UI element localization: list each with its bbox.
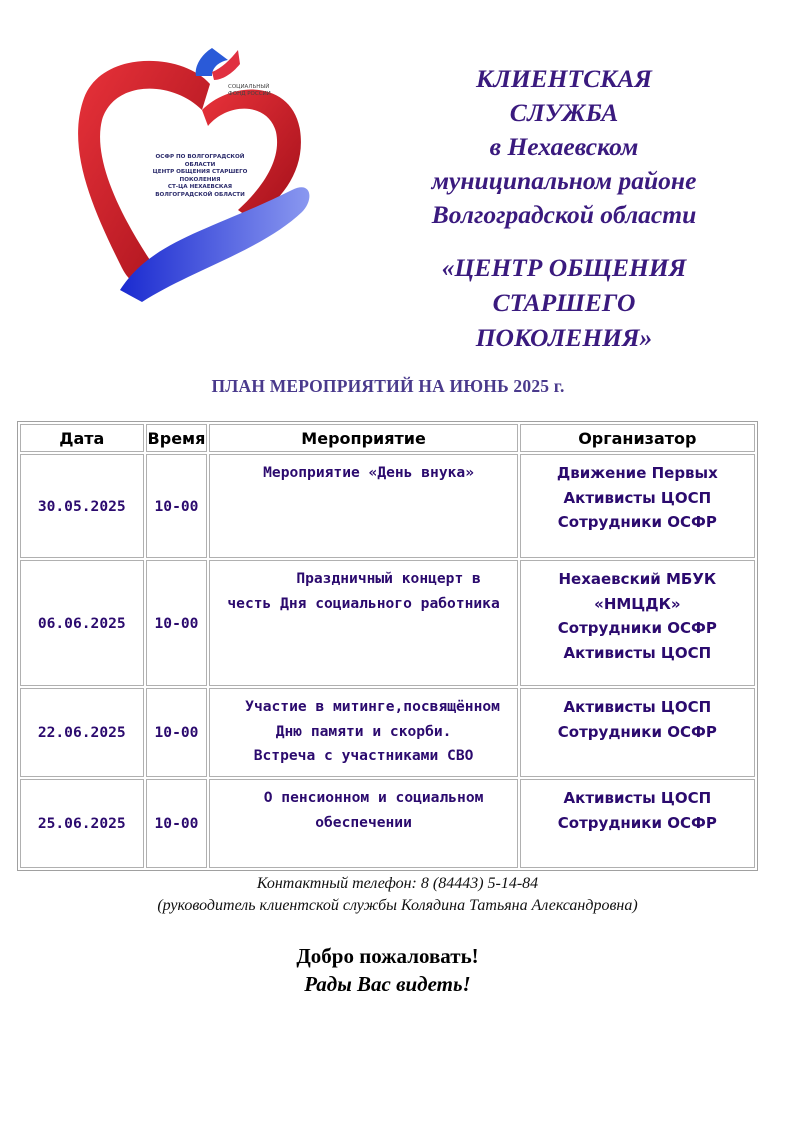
logo (62, 40, 324, 302)
table-row (20, 560, 755, 686)
welcome-line: Добро пожаловать! (296, 944, 479, 968)
row-time: 10-00 (146, 560, 208, 686)
table-header-row (20, 424, 755, 452)
table-row (20, 779, 755, 868)
header-event: Мероприятие (209, 424, 517, 452)
contact-info (60, 873, 735, 917)
row-event: О пенсионном и социальном обеспечении (209, 779, 517, 868)
welcome-line-italic: Рады Вас видеть! (304, 972, 471, 996)
row-time: 10-00 (146, 688, 208, 777)
contact-manager: (руководитель клиентской службы Колядина Татьяна Александровна) (157, 897, 638, 914)
header-date: Дата (20, 424, 144, 452)
contact-phone: Контактный телефон: 8 (84443) 5-14-84 (256, 875, 539, 892)
events-table (17, 421, 758, 871)
row-date: 25.06.2025 (20, 779, 144, 868)
row-date: 06.06.2025 (20, 560, 144, 686)
row-date: 22.06.2025 (20, 688, 144, 777)
table-row (20, 688, 755, 777)
row-date: 30.05.2025 (20, 454, 144, 558)
row-event: Участие в митинге,посвящённом Дню памяти и скорби. Встреча с участниками СВО (209, 688, 517, 777)
row-organizer: Нехаевский МБУК «НМЦДК» Сотрудники ОСФР Активисты ЦОСП (520, 560, 755, 686)
row-organizer: Активисты ЦОСП Сотрудники ОСФР (520, 779, 755, 868)
plan-title: ПЛАН МЕРОПРИЯТИЙ НА ИЮНЬ 2025 г. (211, 376, 565, 396)
row-time: 10-00 (146, 454, 208, 558)
fund-name: СОЦИАЛЬНЫЙ ФОНД РОССИИ (228, 84, 271, 97)
header-time: Время (146, 424, 208, 452)
welcome-message (200, 942, 575, 998)
row-time: 10-00 (146, 779, 208, 868)
center-name-heading: «ЦЕНТР ОБЩЕНИЯ СТАРШЕГО ПОКОЛЕНИЯ» (441, 253, 687, 352)
header-organizer: Организатор (520, 424, 755, 452)
logo-caption: ОСФР ПО ВОЛГОГРАДСКОЙ ОБЛАСТИ ЦЕНТР ОБЩЕНИЯ СТАРШЕГО ПОКОЛЕНИЯ СТ-ЦА НЕХАЕВСКАЯ ВОЛГОГРАДСКОЙ ОБЛАСТИ (152, 154, 248, 198)
row-event: Мероприятие «День внука» (209, 454, 517, 558)
row-event: Праздничный концерт в честь Дня социального работника (209, 560, 517, 686)
row-organizer: Активисты ЦОСП Сотрудники ОСФР (520, 688, 755, 777)
row-organizer: Движение Первых Активисты ЦОСП Сотрудники ОСФР (520, 454, 755, 558)
table-row (20, 454, 755, 558)
service-heading: КЛИЕНТСКАЯ СЛУЖБА в Нехаевском муниципальном районе Волгоградской области (431, 64, 697, 229)
